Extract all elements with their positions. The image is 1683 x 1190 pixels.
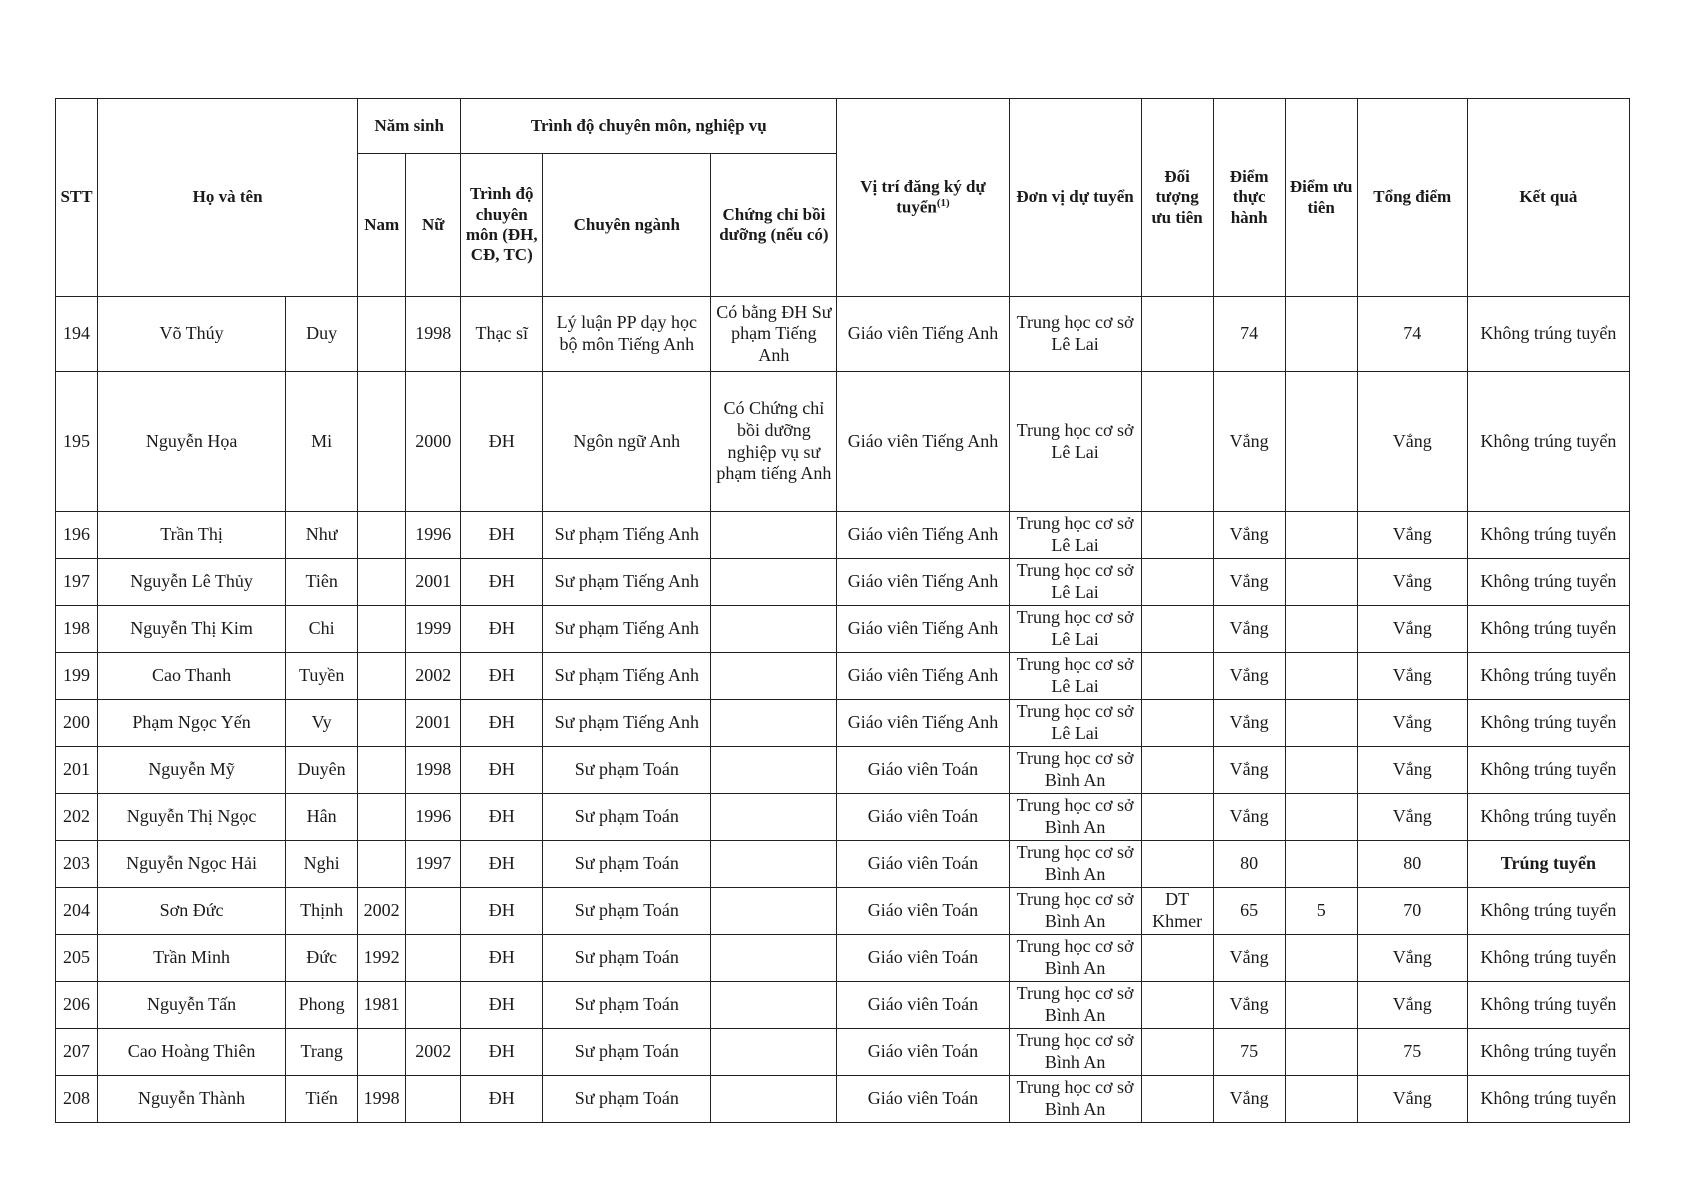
- cell-diem-thuc-hanh: Vắng: [1213, 747, 1285, 794]
- cell-chung-chi: [711, 1029, 837, 1076]
- cell-diem-uu-tien: [1285, 512, 1357, 559]
- cell-nam: [358, 372, 406, 512]
- table-body: [56, 297, 1630, 1123]
- cell-chuyen-nganh: Sư phạm Tiếng Anh: [543, 653, 711, 700]
- cell-tong-diem: 75: [1357, 1029, 1467, 1076]
- cell-tong-diem: Vắng: [1357, 982, 1467, 1029]
- table-header: [56, 99, 1630, 297]
- cell-ho: Nguyễn Tấn: [98, 982, 286, 1029]
- cell-nu: [406, 888, 461, 935]
- cell-chung-chi: [711, 1076, 837, 1123]
- table-row: [56, 794, 1630, 841]
- header-trinh-do: Trình độ chuyên môn (ĐH, CĐ, TC): [461, 154, 543, 297]
- cell-ten: Duyên: [286, 747, 358, 794]
- cell-doi-tuong: [1141, 1076, 1213, 1123]
- cell-ket-qua: Không trúng tuyển: [1467, 888, 1629, 935]
- cell-vi-tri: Giáo viên Tiếng Anh: [837, 559, 1009, 606]
- header-vi-tri-label: Vị trí đăng ký dự tuyển: [860, 176, 986, 217]
- header-vi-tri: [837, 99, 1009, 297]
- cell-chung-chi: [711, 559, 837, 606]
- cell-trinh-do: ĐH: [461, 700, 543, 747]
- cell-nu: 2002: [406, 1029, 461, 1076]
- cell-stt: 194: [56, 297, 98, 372]
- cell-ten: Mi: [286, 372, 358, 512]
- cell-don-vi: Trung học cơ sở Bình An: [1009, 747, 1141, 794]
- cell-stt: 203: [56, 841, 98, 888]
- header-chuyen-nganh: Chuyên ngành: [543, 154, 711, 297]
- cell-chuyen-nganh: Sư phạm Toán: [543, 1029, 711, 1076]
- cell-don-vi: Trung học cơ sở Lê Lai: [1009, 512, 1141, 559]
- cell-chung-chi: [711, 747, 837, 794]
- cell-trinh-do: ĐH: [461, 1029, 543, 1076]
- cell-ten: Vy: [286, 700, 358, 747]
- cell-diem-uu-tien: [1285, 935, 1357, 982]
- cell-vi-tri: Giáo viên Toán: [837, 935, 1009, 982]
- cell-tong-diem: Vắng: [1357, 794, 1467, 841]
- cell-ho: Trần Minh: [98, 935, 286, 982]
- cell-ket-qua: Không trúng tuyển: [1467, 297, 1629, 372]
- cell-ho: Nguyễn Lê Thủy: [98, 559, 286, 606]
- cell-nam: [358, 794, 406, 841]
- header-trinh-do-group: Trình độ chuyên môn, nghiệp vụ: [461, 99, 837, 154]
- cell-chung-chi: Có Chứng chỉ bồi dưỡng nghiệp vụ sư phạm tiếng Anh: [711, 372, 837, 512]
- cell-ten: Chi: [286, 606, 358, 653]
- cell-don-vi: Trung học cơ sở Bình An: [1009, 982, 1141, 1029]
- cell-don-vi: Trung học cơ sở Lê Lai: [1009, 700, 1141, 747]
- cell-diem-thuc-hanh: Vắng: [1213, 606, 1285, 653]
- cell-don-vi: Trung học cơ sở Lê Lai: [1009, 297, 1141, 372]
- header-don-vi: Đơn vị dự tuyển: [1009, 99, 1141, 297]
- cell-tong-diem: Vắng: [1357, 747, 1467, 794]
- table-row: [56, 512, 1630, 559]
- cell-nam: [358, 606, 406, 653]
- header-nu: Nữ: [406, 154, 461, 297]
- cell-ten: Như: [286, 512, 358, 559]
- cell-diem-uu-tien: [1285, 372, 1357, 512]
- cell-vi-tri: Giáo viên Tiếng Anh: [837, 653, 1009, 700]
- cell-ket-qua: Không trúng tuyển: [1467, 747, 1629, 794]
- cell-ten: Tiến: [286, 1076, 358, 1123]
- header-doi-tuong: Đối tượng ưu tiên: [1141, 99, 1213, 297]
- cell-doi-tuong: [1141, 606, 1213, 653]
- cell-nu: 1999: [406, 606, 461, 653]
- cell-ket-qua: Không trúng tuyển: [1467, 700, 1629, 747]
- cell-trinh-do: ĐH: [461, 935, 543, 982]
- cell-chung-chi: [711, 794, 837, 841]
- cell-chuyen-nganh: Sư phạm Toán: [543, 841, 711, 888]
- cell-vi-tri: Giáo viên Tiếng Anh: [837, 606, 1009, 653]
- cell-trinh-do: Thạc sĩ: [461, 297, 543, 372]
- cell-ten: Duy: [286, 297, 358, 372]
- cell-chung-chi: [711, 841, 837, 888]
- table-row: [56, 372, 1630, 512]
- cell-diem-uu-tien: [1285, 1029, 1357, 1076]
- cell-diem-uu-tien: [1285, 700, 1357, 747]
- cell-tong-diem: 74: [1357, 297, 1467, 372]
- cell-vi-tri: Giáo viên Tiếng Anh: [837, 372, 1009, 512]
- header-diem-thuc-hanh: Điểm thực hành: [1213, 99, 1285, 297]
- table-row: [56, 841, 1630, 888]
- cell-chuyen-nganh: Sư phạm Toán: [543, 935, 711, 982]
- cell-chuyen-nganh: Sư phạm Toán: [543, 888, 711, 935]
- cell-diem-thuc-hanh: 75: [1213, 1029, 1285, 1076]
- cell-trinh-do: ĐH: [461, 512, 543, 559]
- table-row: [56, 888, 1630, 935]
- cell-tong-diem: Vắng: [1357, 653, 1467, 700]
- cell-diem-uu-tien: 5: [1285, 888, 1357, 935]
- cell-diem-uu-tien: [1285, 982, 1357, 1029]
- cell-ten: Trang: [286, 1029, 358, 1076]
- cell-nam: [358, 559, 406, 606]
- cell-doi-tuong: [1141, 794, 1213, 841]
- header-tong-diem: Tổng điểm: [1357, 99, 1467, 297]
- cell-nu: [406, 935, 461, 982]
- cell-vi-tri: Giáo viên Tiếng Anh: [837, 512, 1009, 559]
- cell-diem-thuc-hanh: Vắng: [1213, 982, 1285, 1029]
- cell-don-vi: Trung học cơ sở Lê Lai: [1009, 606, 1141, 653]
- cell-tong-diem: Vắng: [1357, 700, 1467, 747]
- cell-nu: 2001: [406, 559, 461, 606]
- cell-nu: 1998: [406, 297, 461, 372]
- table-row: [56, 1076, 1630, 1123]
- cell-nu: 1996: [406, 512, 461, 559]
- cell-doi-tuong: [1141, 935, 1213, 982]
- cell-stt: 201: [56, 747, 98, 794]
- table-row: [56, 606, 1630, 653]
- cell-ket-qua: Trúng tuyển: [1467, 841, 1629, 888]
- cell-chung-chi: [711, 888, 837, 935]
- cell-diem-thuc-hanh: 74: [1213, 297, 1285, 372]
- cell-vi-tri: Giáo viên Toán: [837, 1029, 1009, 1076]
- cell-diem-thuc-hanh: Vắng: [1213, 700, 1285, 747]
- cell-ket-qua: Không trúng tuyển: [1467, 1076, 1629, 1123]
- cell-stt: 207: [56, 1029, 98, 1076]
- cell-trinh-do: ĐH: [461, 841, 543, 888]
- cell-trinh-do: ĐH: [461, 606, 543, 653]
- cell-stt: 197: [56, 559, 98, 606]
- cell-doi-tuong: [1141, 653, 1213, 700]
- cell-trinh-do: ĐH: [461, 372, 543, 512]
- cell-ho: Võ Thúy: [98, 297, 286, 372]
- cell-tong-diem: Vắng: [1357, 512, 1467, 559]
- cell-nu: [406, 1076, 461, 1123]
- cell-nu: 1998: [406, 747, 461, 794]
- cell-ket-qua: Không trúng tuyển: [1467, 1029, 1629, 1076]
- cell-chuyen-nganh: Sư phạm Toán: [543, 982, 711, 1029]
- cell-diem-uu-tien: [1285, 841, 1357, 888]
- cell-doi-tuong: [1141, 512, 1213, 559]
- table-row: [56, 935, 1630, 982]
- cell-ket-qua: Không trúng tuyển: [1467, 372, 1629, 512]
- cell-tong-diem: Vắng: [1357, 1076, 1467, 1123]
- table-row: [56, 653, 1630, 700]
- cell-nam: 2002: [358, 888, 406, 935]
- cell-don-vi: Trung học cơ sở Lê Lai: [1009, 653, 1141, 700]
- cell-tong-diem: 80: [1357, 841, 1467, 888]
- cell-stt: 199: [56, 653, 98, 700]
- table-row: [56, 982, 1630, 1029]
- cell-nu: 1996: [406, 794, 461, 841]
- cell-ho: Nguyễn Ngọc Hải: [98, 841, 286, 888]
- cell-nam: 1981: [358, 982, 406, 1029]
- cell-tong-diem: Vắng: [1357, 372, 1467, 512]
- cell-ho: Nguyễn Mỹ: [98, 747, 286, 794]
- cell-nu: [406, 982, 461, 1029]
- cell-diem-uu-tien: [1285, 559, 1357, 606]
- header-vi-tri-note: (1): [936, 197, 950, 210]
- cell-chuyen-nganh: Sư phạm Tiếng Anh: [543, 512, 711, 559]
- cell-chuyen-nganh: Sư phạm Toán: [543, 794, 711, 841]
- cell-ho: Cao Hoàng Thiên: [98, 1029, 286, 1076]
- cell-ten: Thịnh: [286, 888, 358, 935]
- cell-nu: 2002: [406, 653, 461, 700]
- cell-ten: Phong: [286, 982, 358, 1029]
- cell-doi-tuong: [1141, 982, 1213, 1029]
- cell-don-vi: Trung học cơ sở Lê Lai: [1009, 372, 1141, 512]
- cell-diem-thuc-hanh: Vắng: [1213, 794, 1285, 841]
- cell-ho: Trần Thị: [98, 512, 286, 559]
- cell-doi-tuong: [1141, 372, 1213, 512]
- cell-doi-tuong: DT Khmer: [1141, 888, 1213, 935]
- cell-ho: Nguyễn Thị Kim: [98, 606, 286, 653]
- cell-vi-tri: Giáo viên Toán: [837, 982, 1009, 1029]
- cell-ho: Phạm Ngọc Yến: [98, 700, 286, 747]
- cell-chung-chi: [711, 700, 837, 747]
- cell-nu: 2000: [406, 372, 461, 512]
- cell-ho: Nguyễn Thành: [98, 1076, 286, 1123]
- cell-chuyen-nganh: Lý luận PP dạy học bộ môn Tiếng Anh: [543, 297, 711, 372]
- cell-trinh-do: ĐH: [461, 982, 543, 1029]
- cell-ho: Nguyễn Thị Ngọc: [98, 794, 286, 841]
- cell-nam: 1992: [358, 935, 406, 982]
- cell-diem-uu-tien: [1285, 747, 1357, 794]
- table-row: [56, 559, 1630, 606]
- cell-trinh-do: ĐH: [461, 888, 543, 935]
- cell-chung-chi: [711, 653, 837, 700]
- cell-stt: 196: [56, 512, 98, 559]
- cell-vi-tri: Giáo viên Toán: [837, 747, 1009, 794]
- cell-diem-thuc-hanh: Vắng: [1213, 653, 1285, 700]
- cell-stt: 198: [56, 606, 98, 653]
- cell-don-vi: Trung học cơ sở Bình An: [1009, 794, 1141, 841]
- cell-diem-thuc-hanh: Vắng: [1213, 935, 1285, 982]
- cell-diem-uu-tien: [1285, 653, 1357, 700]
- cell-doi-tuong: [1141, 841, 1213, 888]
- cell-nam: 1998: [358, 1076, 406, 1123]
- cell-chung-chi: [711, 512, 837, 559]
- cell-don-vi: Trung học cơ sở Bình An: [1009, 841, 1141, 888]
- cell-trinh-do: ĐH: [461, 559, 543, 606]
- cell-diem-thuc-hanh: 65: [1213, 888, 1285, 935]
- cell-diem-thuc-hanh: Vắng: [1213, 512, 1285, 559]
- cell-trinh-do: ĐH: [461, 653, 543, 700]
- cell-diem-uu-tien: [1285, 297, 1357, 372]
- cell-diem-uu-tien: [1285, 1076, 1357, 1123]
- cell-chung-chi: [711, 982, 837, 1029]
- cell-don-vi: Trung học cơ sở Bình An: [1009, 888, 1141, 935]
- cell-diem-thuc-hanh: Vắng: [1213, 559, 1285, 606]
- cell-nam: [358, 841, 406, 888]
- cell-ket-qua: Không trúng tuyển: [1467, 935, 1629, 982]
- cell-nam: [358, 747, 406, 794]
- cell-ket-qua: Không trúng tuyển: [1467, 794, 1629, 841]
- cell-chuyen-nganh: Sư phạm Tiếng Anh: [543, 606, 711, 653]
- cell-chuyen-nganh: Sư phạm Tiếng Anh: [543, 559, 711, 606]
- cell-diem-uu-tien: [1285, 606, 1357, 653]
- cell-tong-diem: Vắng: [1357, 606, 1467, 653]
- cell-nam: [358, 653, 406, 700]
- cell-nam: [358, 297, 406, 372]
- table-row: [56, 1029, 1630, 1076]
- cell-ten: Đức: [286, 935, 358, 982]
- cell-ho: Nguyễn Họa: [98, 372, 286, 512]
- cell-tong-diem: 70: [1357, 888, 1467, 935]
- cell-nam: [358, 700, 406, 747]
- cell-chung-chi: Có bằng ĐH Sư phạm Tiếng Anh: [711, 297, 837, 372]
- cell-don-vi: Trung học cơ sở Bình An: [1009, 935, 1141, 982]
- header-stt: STT: [56, 99, 98, 297]
- cell-stt: 206: [56, 982, 98, 1029]
- cell-doi-tuong: [1141, 559, 1213, 606]
- table-row: [56, 700, 1630, 747]
- cell-don-vi: Trung học cơ sở Lê Lai: [1009, 559, 1141, 606]
- cell-nu: 1997: [406, 841, 461, 888]
- cell-ho: Sơn Đức: [98, 888, 286, 935]
- cell-ket-qua: Không trúng tuyển: [1467, 606, 1629, 653]
- cell-tong-diem: Vắng: [1357, 559, 1467, 606]
- cell-tong-diem: Vắng: [1357, 935, 1467, 982]
- cell-diem-uu-tien: [1285, 794, 1357, 841]
- cell-chuyen-nganh: Sư phạm Toán: [543, 1076, 711, 1123]
- cell-chuyen-nganh: Sư phạm Tiếng Anh: [543, 700, 711, 747]
- cell-diem-thuc-hanh: Vắng: [1213, 1076, 1285, 1123]
- cell-vi-tri: Giáo viên Toán: [837, 888, 1009, 935]
- header-ho-va-ten: Họ và tên: [98, 99, 358, 297]
- cell-stt: 202: [56, 794, 98, 841]
- cell-don-vi: Trung học cơ sở Bình An: [1009, 1029, 1141, 1076]
- cell-doi-tuong: [1141, 700, 1213, 747]
- table-row: [56, 747, 1630, 794]
- cell-stt: 205: [56, 935, 98, 982]
- cell-ket-qua: Không trúng tuyển: [1467, 559, 1629, 606]
- header-chung-chi: Chứng chỉ bồi dưỡng (nếu có): [711, 154, 837, 297]
- cell-vi-tri: Giáo viên Tiếng Anh: [837, 700, 1009, 747]
- cell-diem-thuc-hanh: Vắng: [1213, 372, 1285, 512]
- cell-nu: 2001: [406, 700, 461, 747]
- cell-nam: [358, 512, 406, 559]
- cell-don-vi: Trung học cơ sở Bình An: [1009, 1076, 1141, 1123]
- cell-ten: Tiên: [286, 559, 358, 606]
- cell-stt: 195: [56, 372, 98, 512]
- header-diem-uu-tien: Điểm ưu tiên: [1285, 99, 1357, 297]
- cell-ten: Nghi: [286, 841, 358, 888]
- cell-vi-tri: Giáo viên Tiếng Anh: [837, 297, 1009, 372]
- cell-chung-chi: [711, 935, 837, 982]
- cell-ten: Hân: [286, 794, 358, 841]
- results-table: [55, 98, 1630, 1123]
- cell-trinh-do: ĐH: [461, 794, 543, 841]
- cell-chung-chi: [711, 606, 837, 653]
- cell-trinh-do: ĐH: [461, 1076, 543, 1123]
- cell-vi-tri: Giáo viên Toán: [837, 794, 1009, 841]
- cell-diem-thuc-hanh: 80: [1213, 841, 1285, 888]
- cell-ket-qua: Không trúng tuyển: [1467, 512, 1629, 559]
- header-nam: Nam: [358, 154, 406, 297]
- cell-trinh-do: ĐH: [461, 747, 543, 794]
- cell-doi-tuong: [1141, 747, 1213, 794]
- cell-chuyen-nganh: Sư phạm Toán: [543, 747, 711, 794]
- cell-ten: Tuyền: [286, 653, 358, 700]
- cell-doi-tuong: [1141, 1029, 1213, 1076]
- cell-stt: 200: [56, 700, 98, 747]
- header-nam-sinh: Năm sinh: [358, 99, 461, 154]
- cell-vi-tri: Giáo viên Toán: [837, 841, 1009, 888]
- header-ket-qua: Kết quả: [1467, 99, 1629, 297]
- cell-ket-qua: Không trúng tuyển: [1467, 982, 1629, 1029]
- cell-chuyen-nganh: Ngôn ngữ Anh: [543, 372, 711, 512]
- cell-ket-qua: Không trúng tuyển: [1467, 653, 1629, 700]
- table-row: [56, 297, 1630, 372]
- cell-ho: Cao Thanh: [98, 653, 286, 700]
- cell-doi-tuong: [1141, 297, 1213, 372]
- cell-stt: 204: [56, 888, 98, 935]
- cell-vi-tri: Giáo viên Toán: [837, 1076, 1009, 1123]
- cell-stt: 208: [56, 1076, 98, 1123]
- cell-nam: [358, 1029, 406, 1076]
